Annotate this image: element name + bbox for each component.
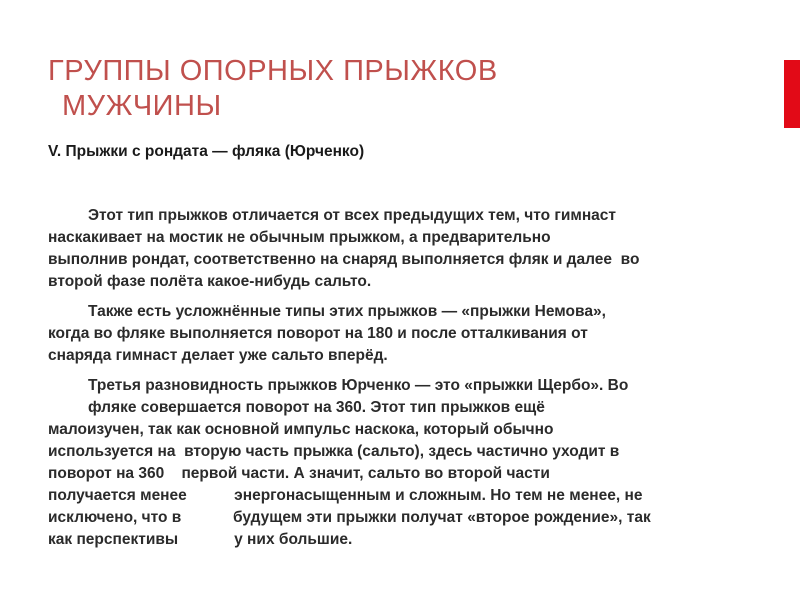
paragraph-2-line: когда во фляке выполняется поворот на 180 и после отталкивания от: [48, 325, 588, 342]
title-line-2: МУЖЧИНЫ: [62, 90, 222, 122]
slide-title: [48, 54, 748, 124]
paragraph-3: [48, 375, 760, 551]
paragraph-1-line: наскакивает на мостик не обычным прыжком, а предварительно: [48, 229, 551, 246]
paragraph-2-line: снаряда гимнаст делает уже сальто вперёд.: [48, 347, 388, 364]
paragraph-1-line: Этот тип прыжков отличается от всех предыдущих тем, что гимнаст: [88, 207, 617, 224]
paragraph-1-line: второй фазе полёта какое-нибудь сальто.: [48, 273, 372, 290]
paragraph-3-line: малоизучен, так как основной импульс наскока, который обычно: [48, 421, 554, 438]
paragraph-2: [48, 301, 760, 367]
paragraph-2-line: Также есть усложнённые типы этих прыжков — «прыжки Немова»,: [88, 303, 606, 320]
paragraph-1: [48, 205, 760, 293]
paragraph-3-line: как перспективы у них большие.: [48, 531, 353, 548]
title-line-1: ГРУППЫ ОПОРНЫХ ПРЫЖКОВ: [48, 55, 498, 87]
slide-body: [48, 205, 760, 559]
accent-bar: [784, 60, 800, 128]
slide-subtitle: V. Прыжки с рондата — фляка (Юрченко): [48, 143, 365, 160]
paragraph-3-line: исключено, что в будущем эти прыжки получат «второе рождение», так: [48, 509, 651, 526]
paragraph-3-line: получается менее энергонасыщенным и сложным. Но тем не менее, не: [48, 487, 643, 504]
paragraph-3-line: фляке совершается поворот на 360. Этот тип прыжков ещё: [88, 399, 545, 416]
paragraph-3-line: поворот на 360 первой части. А значит, сальто во второй части: [48, 465, 550, 482]
paragraph-3-line: используется на вторую часть прыжка (сальто), здесь частично уходит в: [48, 443, 620, 460]
paragraph-1-line: выполнив рондат, соответственно на снаряд выполняется фляк и далее во: [48, 251, 640, 268]
paragraph-3-line: Третья разновидность прыжков Юрченко — это «прыжки Щербо». Во: [88, 377, 629, 394]
